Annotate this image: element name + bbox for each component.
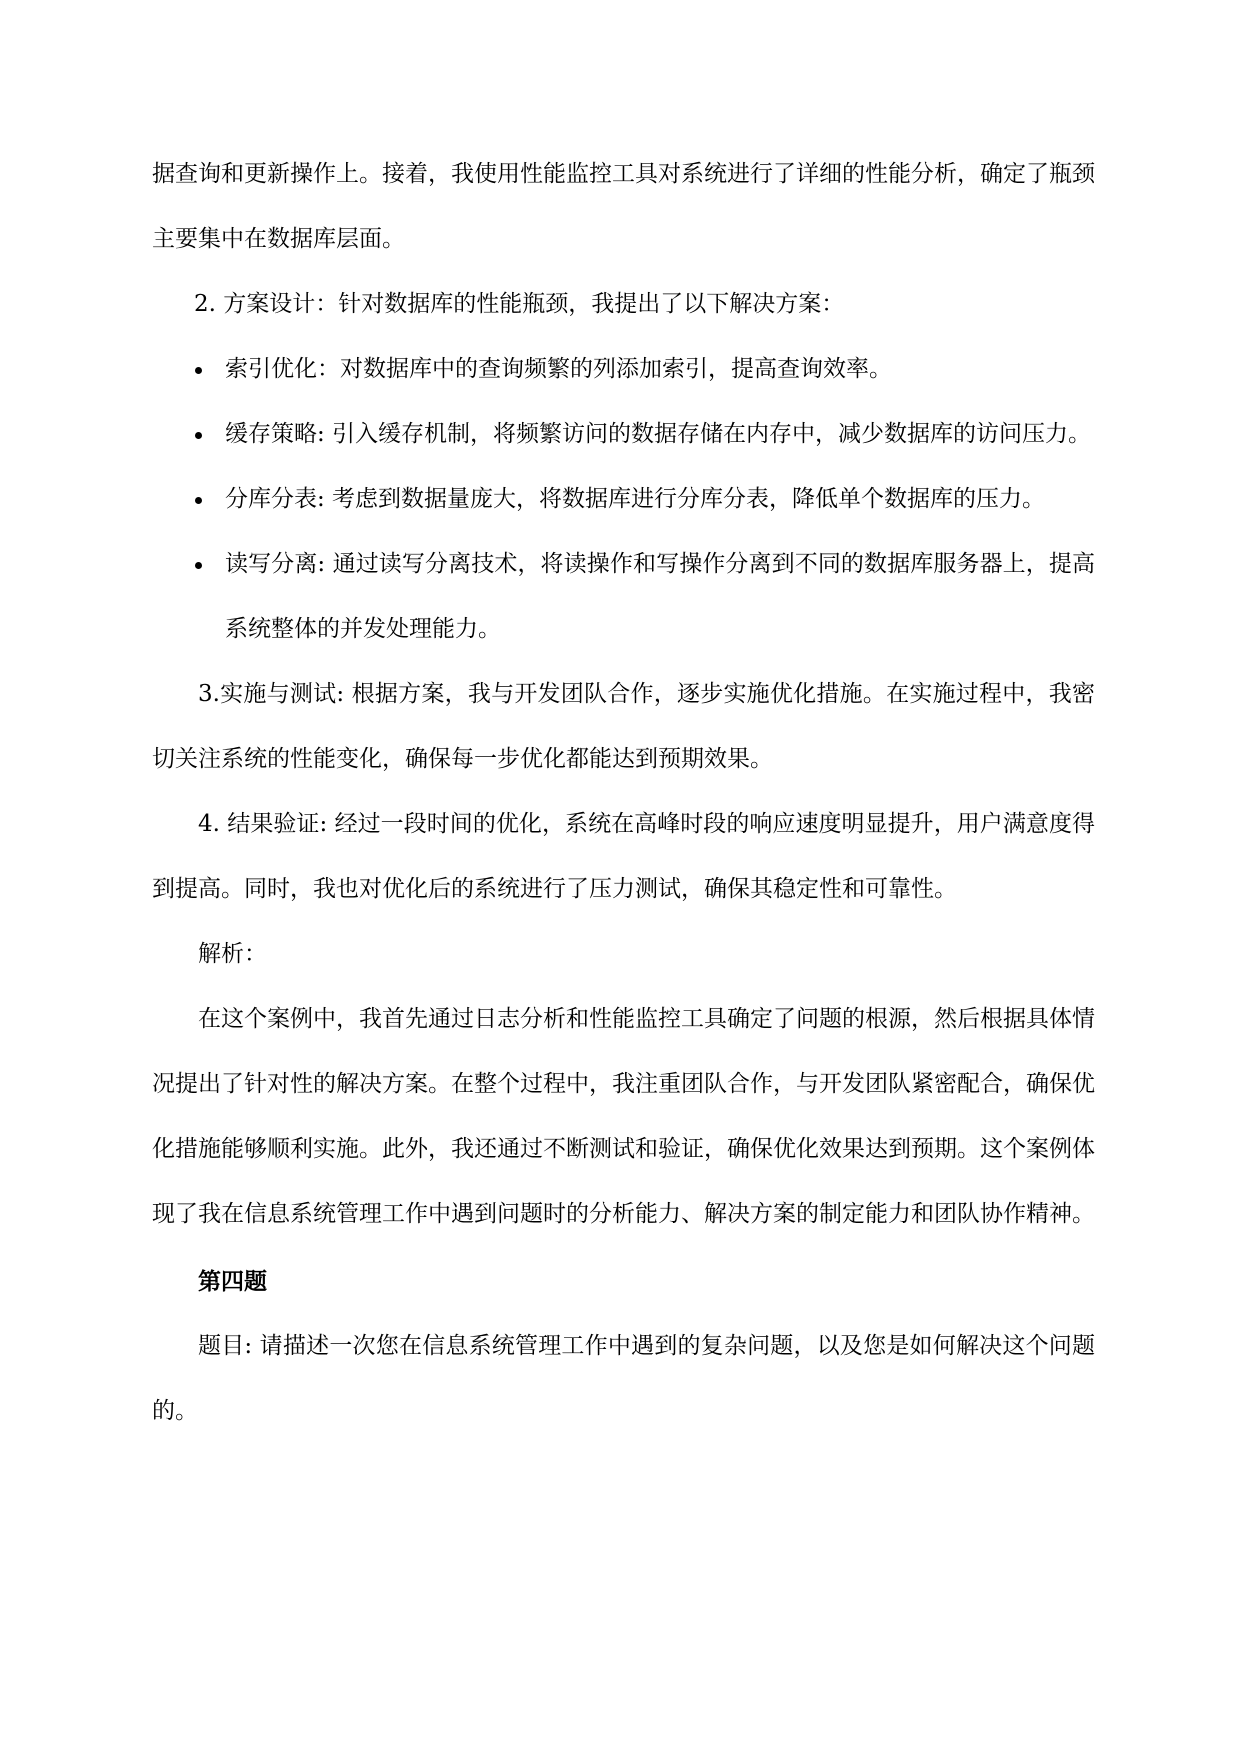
analysis-label: 解析： <box>198 941 267 967</box>
list-item <box>152 467 1095 532</box>
paragraph-question: 题目: 请描述一次您在信息系统管理工作中遇到的复杂问题，以及您是如何解决这个问题的。 <box>152 1333 1095 1424</box>
section-heading: 第四题 <box>198 1268 267 1295</box>
bullet-icon <box>193 532 203 597</box>
paragraph-solution-design: 2. 方案设计：针对数据库的性能瓶颈，我提出了以下解决方案： <box>194 291 845 317</box>
list-item <box>152 337 1095 402</box>
list-item-text: 缓存策略: 引入缓存机制，将频繁访问的数据存储在内存中，减少数据库的访问压力。 <box>225 421 1092 447</box>
paragraph-analysis: 在这个案例中，我首先通过日志分析和性能监控工具确定了问题的根源，然后根据具体情况提出了针对性的解决方案。在整个过程中，我注重团队合作，与开发团队紧密配合，确保优化措施能够顺利实施。此外，我还通过不断测试和验证，确保优化效果达到预期。这个案例体现了我在信息系统管理工作中遇到问题时的分析能力、解决方案的制定能力和团队协作精神。 <box>152 1006 1095 1227</box>
document-body <box>152 142 1095 1444</box>
list-item-text: 读写分离: 通过读写分离技术，将读操作和写操作分离到不同的数据库服务器上，提高系统整体的并发处理能力。 <box>225 551 1095 642</box>
bullet-icon <box>193 467 203 532</box>
list-item <box>152 402 1095 467</box>
list-item <box>152 532 1095 662</box>
paragraph-result-verification: 4. 结果验证: 经过一段时间的优化，系统在高峰时段的响应速度明显提升，用户满意度得到提高。同时，我也对优化后的系统进行了压力测试，确保其稳定性和可靠性。 <box>152 811 1095 902</box>
solution-bullet-list <box>152 337 1095 662</box>
bullet-icon <box>193 402 203 467</box>
list-item-text: 索引优化：对数据库中的查询频繁的列添加索引，提高查询效率。 <box>225 356 892 382</box>
paragraph-continuation: 据查询和更新操作上。接着，我使用性能监控工具对系统进行了详细的性能分析，确定了瓶颈主要集中在数据库层面。 <box>152 161 1095 252</box>
bullet-icon <box>193 337 203 402</box>
list-item-text: 分库分表: 考虑到数据量庞大，将数据库进行分库分表，降低单个数据库的压力。 <box>225 486 1046 512</box>
paragraph-implementation: 3.实施与测试: 根据方案，我与开发团队合作，逐步实施优化措施。在实施过程中，我密切关注系统的性能变化，确保每一步优化都能达到预期效果。 <box>152 681 1095 772</box>
